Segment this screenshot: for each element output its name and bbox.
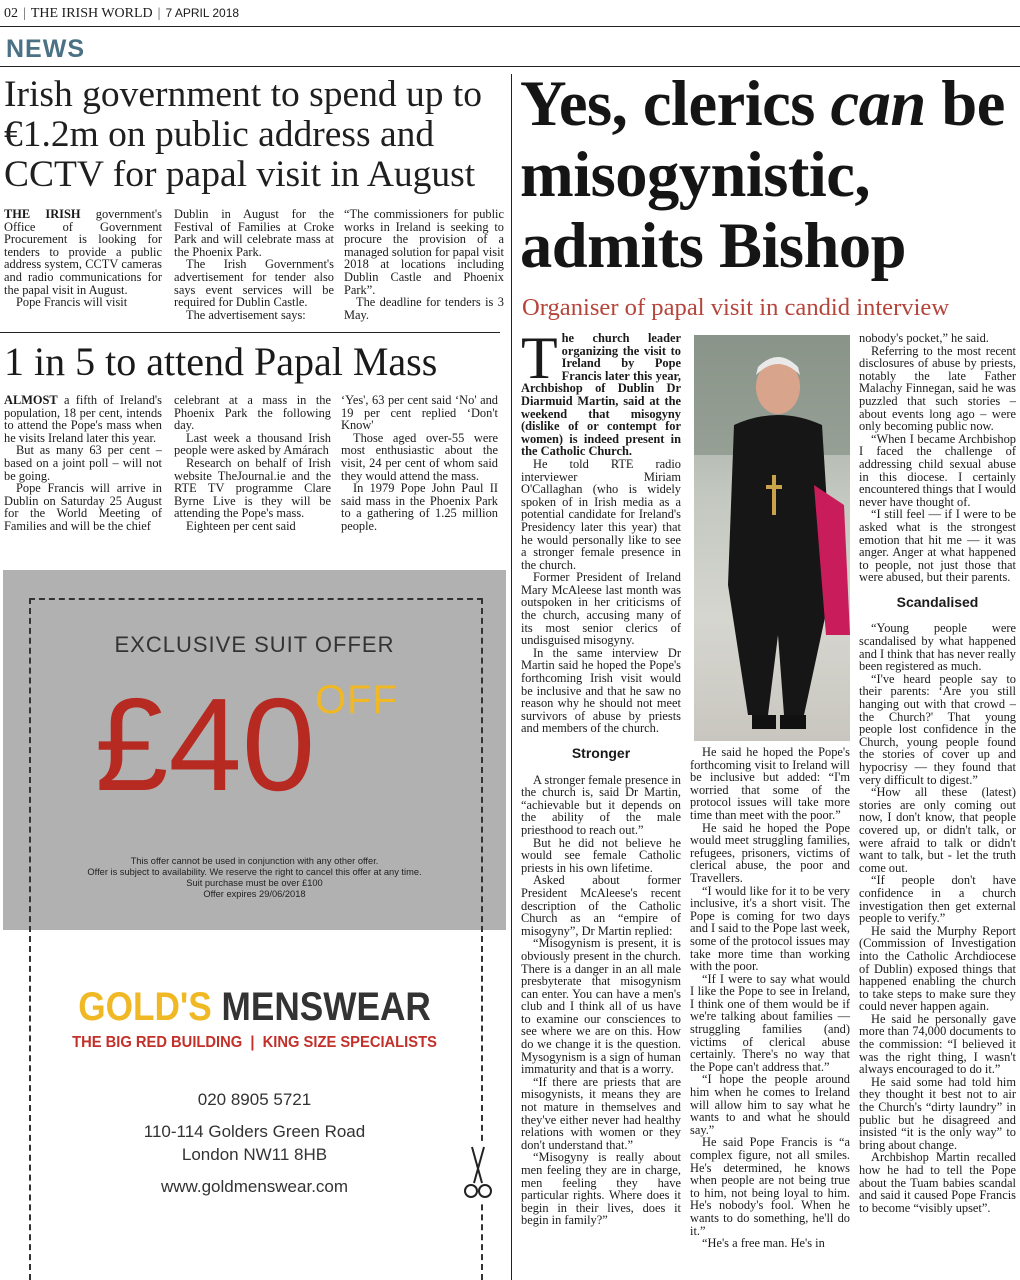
column-divider — [511, 74, 512, 1280]
story2-lead: ALMOST — [4, 393, 58, 407]
advert-phone: 020 8905 5721 — [197, 1090, 312, 1109]
story2-col3: ‘Yes', 63 per cent said ‘No' and 19 per cent replied ‘Don't Know' Those aged over-55 were most enthusiastic about the visit, 24 per cent of whom said they would attend the mass. In 1979 Pope John Paul II said mass in the Phoenix Park to a gathering of 1.25 million people. — [341, 393, 498, 533]
scissors-icon — [460, 1143, 496, 1203]
story1-col2: Dublin in August for the Festival of Families at Croke Park and will celebrate mass at the Phoenix Park. The Irish Government's advertisement for tender also says event services will be required for Dublin Castle. The advertisement says: — [174, 207, 334, 322]
story1-col1: THE IRISH government's Office of Government Procurement is looking for tenders to provide a public address system, CCTV cameras and radio communications for the papal visit in August. Pope Francis will visit — [4, 207, 162, 310]
advert-address-line2: London NW11 8HB — [181, 1145, 328, 1164]
story3-headline: Yes, clerics can be misogynistic, admits Bishop — [520, 68, 1005, 281]
advert-brand: GOLD'S MENSWEAR — [78, 985, 431, 1029]
story3-col3: nobody's pocket,” he said. Referring to the most recent disclosures of abuse by priests, notably the late Father Malachy Finnegan, said he was puzzled that such stories – about events long ago – were only becoming public now. “When I became Archbishop I faced the challenge of addressing child sexual abuse in this diocese. I certainly encountered things that I would never have thought of. “I still feel — if I were to be asked what is the strongest emotion that hit me — it was anger. Anger at what happened to people, not just those that were abused, but their parents. Scandalised “Young people were scandalised by what happened and I think that has never really been registered as much. “I've heard people say to their parents: ‘Are you still hanging out with that crowd – the Church?' That young people lost confidence in the Church, young people found the stories of cover up and hypocrisy — they found that very difficult to digest.” “How all these (latest) stories are only coming out now, I don't know, that people covered up, or didn't talk, or were afraid to talk or didn't want to talk, but - let the truth come out. “If people don't have confidence in a church investigation then get external people to verify.” He said the Murphy Report (Commission of Investigation into the Catholic Archdiocese of Dublin) exposed things that happened enabling the church to take steps to make sure they could never happen again. He said he personally gave more than 74,000 documents to the commission: “I believed it was the right thing, I wasn't always encouraged to do it.” He said some had told him they thought it best not to air the Church's “dirty laundry” in public but he disagreed and insisted “it is the only way” to bring about change. Archbishop Martin recalled how he had to tell the Pope about the Tuam babies scandal and said it caused Pope Francis to become “visibly upset”. — [859, 331, 1016, 1215]
issue-date: 7 APRIL 2018 — [165, 6, 240, 20]
subhead-scandalised: Scandalised — [896, 593, 979, 610]
story1-col3: “The commissioners for public works in Ireland is seeking to procure the provision of a managed solution for papal visit 2018 at locations including Dublin Castle and Phoenix Park”. The deadline for tenders is 3 May. — [344, 207, 504, 322]
advert-amount: £40 — [95, 671, 316, 818]
subhead-stronger: Stronger — [571, 745, 631, 761]
advert-website: www.goldmenswear.com — [160, 1177, 349, 1196]
story3-col2: He said he hoped the Pope's forthcoming visit to Ireland will be inclusive but added: “I'm worried that some of the protocol issues will take more time than meet with the poor.” He said he hoped the Pope would meet struggling families, refugees, prisoners, victims of clerical abuse, the poor and Travellers. “I would like for it to be very inclusive, it's a short visit. The Pope is coming for two days and I said to the Pope last week, some of the protocol issues may take more time than working with the poor. “If I were to say what would I like the Pope to see in Ireland, I think one of them would be if we're talking about families — struggling families (and) victims of clerical abuse certainly. There's no way that the Pope can't address that.” “I hope the people around him when he comes to Ireland will allow him to say what he wants to and what he should say.” He said Pope Francis is “a complex figure, not all smiles. He's determined, he knows when people are not being true to him, not being loyal to him. He's nobody's fool. When he wants to do something, he'll do it.” “He's a free man. He's in — [690, 745, 850, 1251]
advert-title: EXCLUSIVE SUIT OFFER — [114, 632, 395, 657]
story2-col2: celebrant at a mass in the Phoenix Park the following day. Last week a thousand Irish people were asked by Amárach Research on behalf of Irish website TheJournal.ie and the RTE TV programme Clare Byrne Live is they will be attending the Pope's mass. Eighteen per cent said — [174, 393, 331, 533]
advert-tagline: THE BIG RED BUILDING | KING SIZE SPECIALISTS — [72, 1034, 437, 1051]
story2-headline: 1 in 5 to attend Papal Mass — [4, 339, 438, 384]
story2-col1: ALMOST a fifth of Ireland's population, 18 per cent, intends to attend the Pope's mass when he visits Ireland later this year. But as many 63 per cent – based on a joint poll – will not be going. Pope Francis will arrive in Dublin on Saturday 25 August for the World Meeting of Families and will be the chief — [4, 393, 162, 533]
section-rule — [0, 66, 1020, 67]
paper-name: THE IRISH WORLD — [30, 6, 153, 21]
advert-off: OFF — [315, 678, 398, 722]
page-number: 02 — [4, 6, 18, 21]
section-label: NEWS — [6, 35, 85, 63]
drop-cap: T — [521, 325, 558, 391]
story3-standfirst: Organiser of papal visit in candid interview — [522, 294, 950, 321]
story1-rule — [0, 332, 500, 333]
masthead-rule — [0, 26, 1020, 27]
story3-col1: The church leader organizing the visit to Ireland by Pope Francis later this year, Archbishop of Dublin Dr Diarmuid Martin, said at the weekend that misogyny (dislike of or contempt for women) is indeed present in the Catholic Church. He told RTE radio interviewer Miriam O'Callaghan (who is widely spoken of in Irish media as a potential candidate for Ireland's Presidency later this year) that he would personally like to see a stronger female presence in the church. Former President of Ireland Mary McAleese last month was outspoken in her criticisms of the church, accusing many of its most senior clerics of undisguised misogyny. In the same interview Dr Martin said he hoped the Pope's forthcoming Irish visit would be inclusive and that he saw no reason why he should not meet survivors of abuse by priests and members of the church. Stronger A stronger female presence in the church is, said Dr Martin, “achievable but it depends on the ability of the male priesthood to reach out.” But he did not believe he would see female Catholic priests in his own lifetime. Asked about former President McAleese's recent description of the Catholic Church as an “empire of misogyny”, Dr Martin replied: “Misogynism is present, it is obviously present in the church. There is a danger in an all male presbyterate that misogynism can enter. You can have a men's club and I think all of us have to examine our consciences to see where we are on this. How do we change it is the question. Mysogynism is a sign of human immaturity and that is a worry. “If there are priests that are misogynists, it means they are not mature in themselves and they've either never had healthy relations with women or they don't understand that.” “Misogyny is really about men feeling they are in charge, men feeling they have particular rights. Where does it begin in their lives, does it begin in family?” — [521, 325, 681, 1228]
archbishop-photo — [694, 335, 850, 741]
advert-address-line1: 110-114 Golders Green Road — [143, 1122, 366, 1141]
masthead: 02 | THE IRISH WORLD | 7 APRIL 2018 — [4, 6, 240, 21]
story1-headline: Irish government to spend up to €1.2m on public address and CCTV for papal visit in August — [4, 74, 483, 195]
headline-emphasis: can — [830, 68, 926, 139]
story1-lead: THE IRISH — [4, 207, 81, 221]
advert-fine-print: This offer cannot be used in conjunction with any other offer. Offer is subject to availability. We reserve the right to cancel this offer at any time. Suit purchase must be over £100 Offer expires 29/06/2018 — [87, 856, 422, 899]
